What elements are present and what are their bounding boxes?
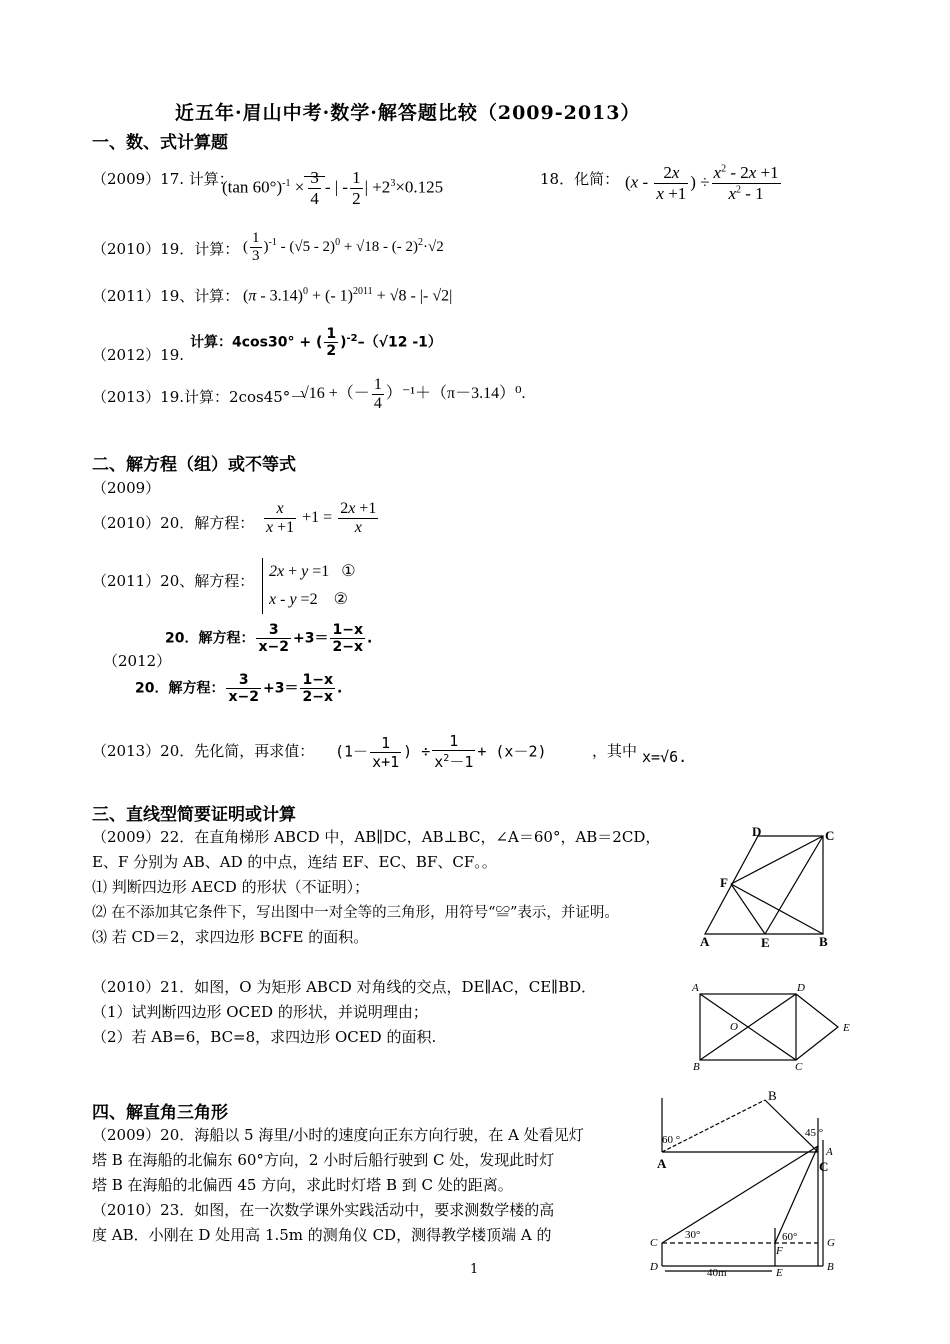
build-label-40m: 40m (707, 1267, 727, 1279)
page-title: 近五年·眉山中考·数学·解答题比较（2009-2013） (175, 102, 641, 124)
s2-2013-qizhong: ，其中 (592, 742, 638, 760)
trap-label-c: C (825, 828, 835, 843)
ship-label-a: A (826, 1146, 833, 1158)
rect-label-d: D (797, 982, 805, 994)
ship-building-figure (645, 1088, 845, 1283)
s2-2012-eq-1: 20．解方程： $\frac{3}{x-2}$ +3＝ $\frac{1-x}{2-x}$ . (165, 622, 373, 655)
s4-line-1: （2009）20．海船以 5 海里/小时的速度向正东方向行驶，在 A 处看见灯 (92, 1126, 584, 1144)
ship-label-45: 45 ° (805, 1127, 824, 1139)
ship-label-60: 60 ° (662, 1134, 681, 1146)
build-label-b: B (827, 1261, 834, 1273)
s3-line-5: ⑶ 若 CD＝2，求四边形 BCFE 的面积。 (92, 928, 369, 946)
ship-label-b: B (768, 1088, 777, 1103)
rectangle-figure (688, 980, 858, 1075)
problem-2009-17-expr: (tan 60°)$^{-1}$ × $\frac{3}{4}$ - | - $\frac{1}{2}$ | $+2^3\times 0.125$ (222, 168, 444, 208)
s2-2010-label: （2010）20．解方程： (92, 514, 255, 532)
s3-line-7: （1）试判断四边形 OCED 的形状，并说明理由； (92, 1003, 428, 1021)
s4-line-2: 塔 B 在海船的北偏东 60°方向，2 小时后船行驶到 C 处，发现此时灯 (92, 1151, 555, 1169)
rect-label-c: C (795, 1061, 803, 1073)
s3-line-6: （2010）21．如图，O 为矩形 ABCD 对角线的交点，DE∥AC，CE∥BD． (92, 978, 597, 996)
ship-label-a-bottom: A (657, 1156, 667, 1171)
build-label-c: C (650, 1237, 658, 1249)
problem-2012-19-expr: 计算：4cos30° + ( $\frac{1}{2}$ )$^{-2}$–（√12 -1） (190, 326, 442, 359)
s2-2012-eq-2: 20．解方程： $\frac{3}{x-2}$ +3＝ $\frac{1-x}{2-x}$ . (135, 672, 343, 705)
s3-line-2: E、F 分别为 AB、AD 的中点，连结 EF、EC、BF、CF。。 (92, 853, 497, 871)
s2-2013-expr: (1－ $\frac{1}{x+1}$ ) ÷ $\frac{1}{x^2-1}$ + (x－2) (335, 732, 547, 771)
page-number: 1 (470, 1262, 479, 1277)
s2-2011-expr: 2x + y =1 ① x - y =2 ② (262, 558, 356, 614)
s2-2012-label: （2012） (103, 652, 172, 670)
problem-2010-19-label: （2010）19．计算： (92, 240, 240, 258)
problem-2013-19-expr: √16 +（－ $\frac{1}{4}$ ）⁻¹＋（π－3.14）⁰. (300, 376, 526, 412)
section-3-heading: 三、直线型简要证明或计算 (92, 805, 296, 825)
trap-label-e: E (761, 935, 770, 950)
s2-2013-x-value: x=√6. (642, 748, 688, 766)
section-4-heading: 四、解直角三角形 (92, 1103, 228, 1123)
problem-2010-19-expr: ( $\frac{1}{3}$ )$^{-1}$ - (√5 - 2)$^0$ + √18 - (- 2)$^2$·√2 (243, 230, 444, 264)
section-2-heading: 二、解方程（组）或不等式 (92, 455, 296, 475)
problem-18-label: 18．化简： (540, 170, 620, 188)
s2-2013-label: （2013）20．先化简，再求值： (92, 742, 315, 760)
s3-line-1: （2009）22．在直角梯形 ABCD 中，AB∥DC，AB⊥BC，∠A＝60°，AB＝2CD， (92, 828, 661, 846)
s3-line-4: ⑵ 在不添加其它条件下，写出图中一对全等的三角形，用符号“≌”表示，并证明。 (92, 905, 619, 921)
s2-2011-label: （2011）20、解方程： (92, 572, 255, 590)
problem-2011-19-label: （2011）19、计算： (92, 287, 240, 305)
ship-label-c: C (819, 1159, 829, 1174)
s3-line-3: ⑴ 判断四边形 AECD 的形状（不证明）； (92, 878, 370, 896)
trap-label-b: B (819, 934, 828, 949)
rect-label-a: A (692, 982, 699, 994)
s4-line-4: （2010）23．如图，在一次数学课外实践活动中，要求测数学楼的高 (92, 1201, 555, 1219)
s2-2010-expr: $\frac{x}{x +1}$ +1 = $\frac{2x +1}{x}$ (266, 500, 377, 536)
problem-2011-19-expr: (π - 3.14)$^0$ + (- 1)$^{2011}$ + √8 - |- √2| (243, 286, 453, 305)
section-1-heading: 一、数、式计算题 (92, 133, 228, 153)
build-label-30: 30° (685, 1229, 701, 1241)
build-label-60: 60° (782, 1231, 798, 1243)
trap-label-d: D (752, 824, 762, 839)
s2-2009: （2009） (92, 479, 161, 497)
problem-2012-19-label: （2012）19. (92, 346, 185, 364)
s3-line-8: （2）若 AB=6，BC=8，求四边形 OCED 的面积. (92, 1028, 437, 1046)
trap-label-a: A (700, 934, 710, 949)
build-label-f: F (776, 1245, 783, 1257)
problem-2013-19-label: （2013）19.计算：2cos45°－ (92, 388, 306, 406)
problem-18-expr: (x - $\frac{2x}{x +1}$ ) ÷ $\frac{x^2 - 2x +1}{x^2 - 1}$ (625, 163, 779, 203)
rect-label-o: O (730, 1021, 738, 1033)
trap-label-f: F (720, 875, 728, 890)
problem-2009-17-label: （2009）17. 计算： (92, 170, 234, 188)
s4-line-3: 塔 B 在海船的北偏西 45 方向，求此时灯塔 B 到 C 处的距离。 (92, 1176, 513, 1194)
build-label-d: D (650, 1261, 658, 1273)
build-label-g: G (827, 1237, 835, 1249)
rect-label-b: B (693, 1061, 700, 1073)
rect-label-e: E (843, 1022, 850, 1034)
s4-line-5: 度 AB．小刚在 D 处用高 1.5m 的测角仪 CD，测得教学楼顶端 A 的 (92, 1226, 552, 1244)
trapezoid-figure (695, 822, 845, 952)
build-label-e: E (776, 1267, 783, 1279)
